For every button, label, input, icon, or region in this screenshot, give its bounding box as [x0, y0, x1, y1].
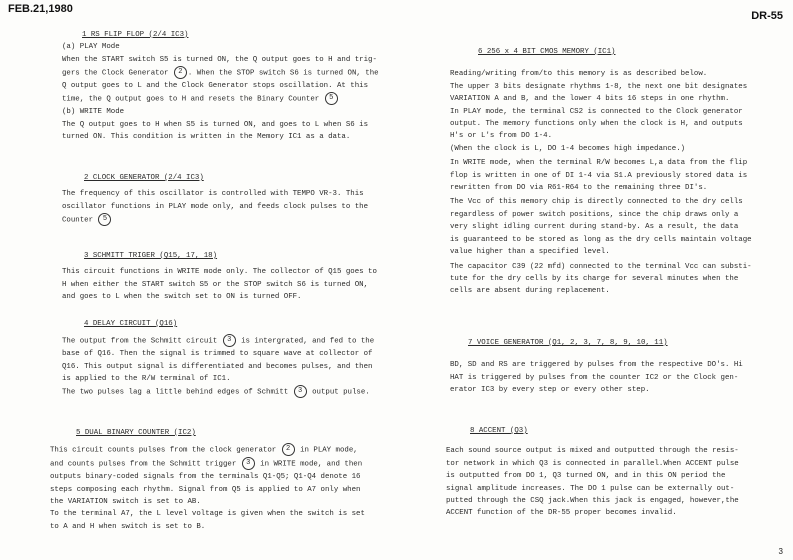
text-line: flop is written in one of DI 1-4 via S1.A previously stored data is	[450, 171, 748, 180]
text-line: This circuit functions in WRITE mode only. The collector of Q15 goes to	[62, 268, 377, 277]
text-line: In WRITE mode, when the terminal R/W becomes L,a data from the flip	[450, 159, 748, 168]
text-line: To the terminal A7, the L level voltage is given when the switch is set	[50, 510, 365, 519]
text-line: gers the Clock Generator 2 . When the STOP switch S6 is turned ON, the	[62, 68, 379, 78]
text-line: The two pulses lag a little behind edges of Schmitt 3 output pulse.	[62, 387, 370, 397]
text-line: BD, SD and RS are triggered by pulses from the respective DO's. Hi	[450, 361, 743, 370]
text-line: Each sound source output is mixed and outputted through the resis-	[446, 447, 739, 456]
circled-ref: 2	[174, 66, 187, 79]
text-line: putted through the CSQ jack.When this jack is engaged, however,the	[446, 497, 739, 506]
text-line: oscillator functions in PLAY mode only, and feeds clock pulses to the	[62, 202, 369, 211]
text-line: erator IC3 by every step or every other step.	[450, 386, 650, 395]
text-line: (When the clock is L, DO 1-4 becomes high impedance.)	[450, 144, 686, 153]
text-line: Counter 5	[62, 213, 402, 227]
text-line: In PLAY mode, the terminal CS2 is connected to the Clock generator	[450, 107, 743, 116]
text-line: very slight idling current during stand-by. As a result, the data	[450, 223, 739, 232]
text-line: H when either the START switch S5 or the STOP switch S6 is turned ON,	[62, 280, 369, 289]
text-line: rewritten from DO via R61-R64 to the remaining three DI's.	[450, 184, 708, 193]
text-line: signal amplitude increases. The DO 1 pulse can be externally out-	[446, 484, 735, 493]
text-line: HAT is triggered by pulses from the counter IC2 or the Clock gen-	[450, 373, 739, 382]
section-clock-generator	[62, 172, 402, 227]
text-line: The output from the Schmitt circuit 3 is intergrated, and fed to the	[62, 336, 375, 346]
section-delay-circuit	[62, 318, 402, 399]
section-title: 3 SCHMITT TRIGER (Q15, 17, 18)	[84, 252, 218, 260]
text-line: The Q output goes to H when S5 is turned ON, and goes to L when S6 is	[62, 120, 369, 129]
text-line: regardless of power switch positions, since the chip draws only a	[450, 210, 739, 219]
page-number: 3	[778, 547, 783, 556]
text-line: is applied to the R/W terminal of IC1.	[62, 375, 231, 384]
text-line: This circuit counts pulses from the clock generator 2 in PLAY mode,	[50, 445, 358, 455]
text-line: The upper 3 bits designate rhythms 1-8, the next one bit designates	[450, 82, 748, 91]
text-line: value higher than a specified level.	[450, 248, 610, 257]
section-title: 7 VOICE GENERATOR (Q1, 2, 3, 7, 8, 9, 10, 11)	[468, 339, 668, 347]
text-line: tute for the dry cells by its charge for several minutes when the	[450, 274, 739, 283]
document-id: DR-55	[751, 10, 783, 22]
section-title: 4 DELAY CIRCUIT (Q16)	[84, 320, 178, 328]
text-line: is guaranteed to be stored as long as the dry cells maintain voltage	[450, 235, 752, 244]
text-line: ACCENT function of the DR-55 proper becomes invalid.	[446, 509, 677, 518]
circled-ref: 3	[294, 385, 307, 398]
section-title: 6 256 x 4 BIT CMOS MEMORY (IC1)	[478, 48, 616, 56]
section-rs-flip-flop	[62, 29, 402, 144]
section-voice-generator	[450, 337, 780, 397]
section-dual-binary-counter	[50, 427, 402, 533]
section-accent	[446, 425, 780, 520]
subsection-play-mode: (a) PLAY Mode	[62, 43, 120, 52]
section-title: 8 ACCENT (Q3)	[470, 427, 528, 435]
text-line: turned ON. This condition is written in the Memory IC1 as a data.	[62, 133, 351, 142]
text-line: time, the Q output goes to H and resets the Binary Counter 5	[62, 92, 402, 106]
text-line: and counts pulses from the Schmitt trigger 3 in WRITE mode, and then	[50, 459, 363, 469]
section-title: 5 DUAL BINARY COUNTER (IC2)	[76, 429, 196, 437]
text-line: is outputted from DO 1, Q3 turned ON, and in this ON period the	[446, 472, 726, 481]
circled-ref: 3	[223, 334, 236, 347]
text-line: The frequency of this oscillator is controlled with TEMPO VR-3. This	[62, 190, 364, 199]
text-line: H's or L's from DO 1-4.	[450, 132, 553, 141]
circled-ref: 3	[242, 457, 255, 470]
circled-ref: 2	[282, 443, 295, 456]
subsection-write-mode: (b) WRITE Mode	[62, 108, 125, 117]
text-line: to A and H when switch is set to B.	[50, 522, 206, 531]
section-title: 1 RS FLIP FLOP (2/4 IC3)	[82, 31, 189, 39]
text-line: Q16. This output signal is differentiated and becomes pulses, and then	[62, 362, 373, 371]
text-line: VARIATION A and B, and the lower 4 bits 16 steps in one rhythm.	[450, 95, 730, 104]
section-cmos-memory	[450, 46, 780, 298]
text-line: cells are absent during replacement.	[450, 287, 610, 296]
text-line: steps composing each rhythm. Signal from Q5 is applied to A7 only when	[50, 485, 361, 494]
document-date: FEB.21,1980	[8, 3, 73, 15]
text-line: base of Q16. Then the signal is trimmed to square wave at collector of	[62, 350, 373, 359]
text-line: Reading/writing from/to this memory is as described below.	[450, 70, 708, 79]
text-line: outputs binary-coded signals from the terminals Q1-Q5; Q1-Q4 denote 16	[50, 473, 361, 482]
text-line: The Vcc of this memory chip is directly connected to the dry cells	[450, 198, 743, 207]
text-line: and goes to L when the switch set to ON is turned OFF.	[62, 293, 302, 302]
text-line: When the START switch S5 is turned ON, the Q output goes to H and trig-	[62, 55, 377, 64]
text-line: output. The memory functions only when the clock is H, and outputs	[450, 120, 743, 129]
text-line: the VARIATION switch is set to AB.	[50, 497, 201, 506]
text-line: Q output goes to L and the Clock Generator stops oscillation. At this	[62, 82, 369, 91]
section-schmitt-trigger	[62, 250, 402, 304]
circled-ref: 5	[325, 92, 338, 105]
section-title: 2 CLOCK GENERATOR (2/4 IC3)	[84, 174, 204, 182]
circled-ref: 5	[98, 213, 111, 226]
text-line: tor network in which Q3 is connected in parallel.When ACCENT pulse	[446, 459, 739, 468]
text-line: The capacitor C39 (22 mfd) connected to the terminal Vcc can substi-	[450, 262, 752, 271]
